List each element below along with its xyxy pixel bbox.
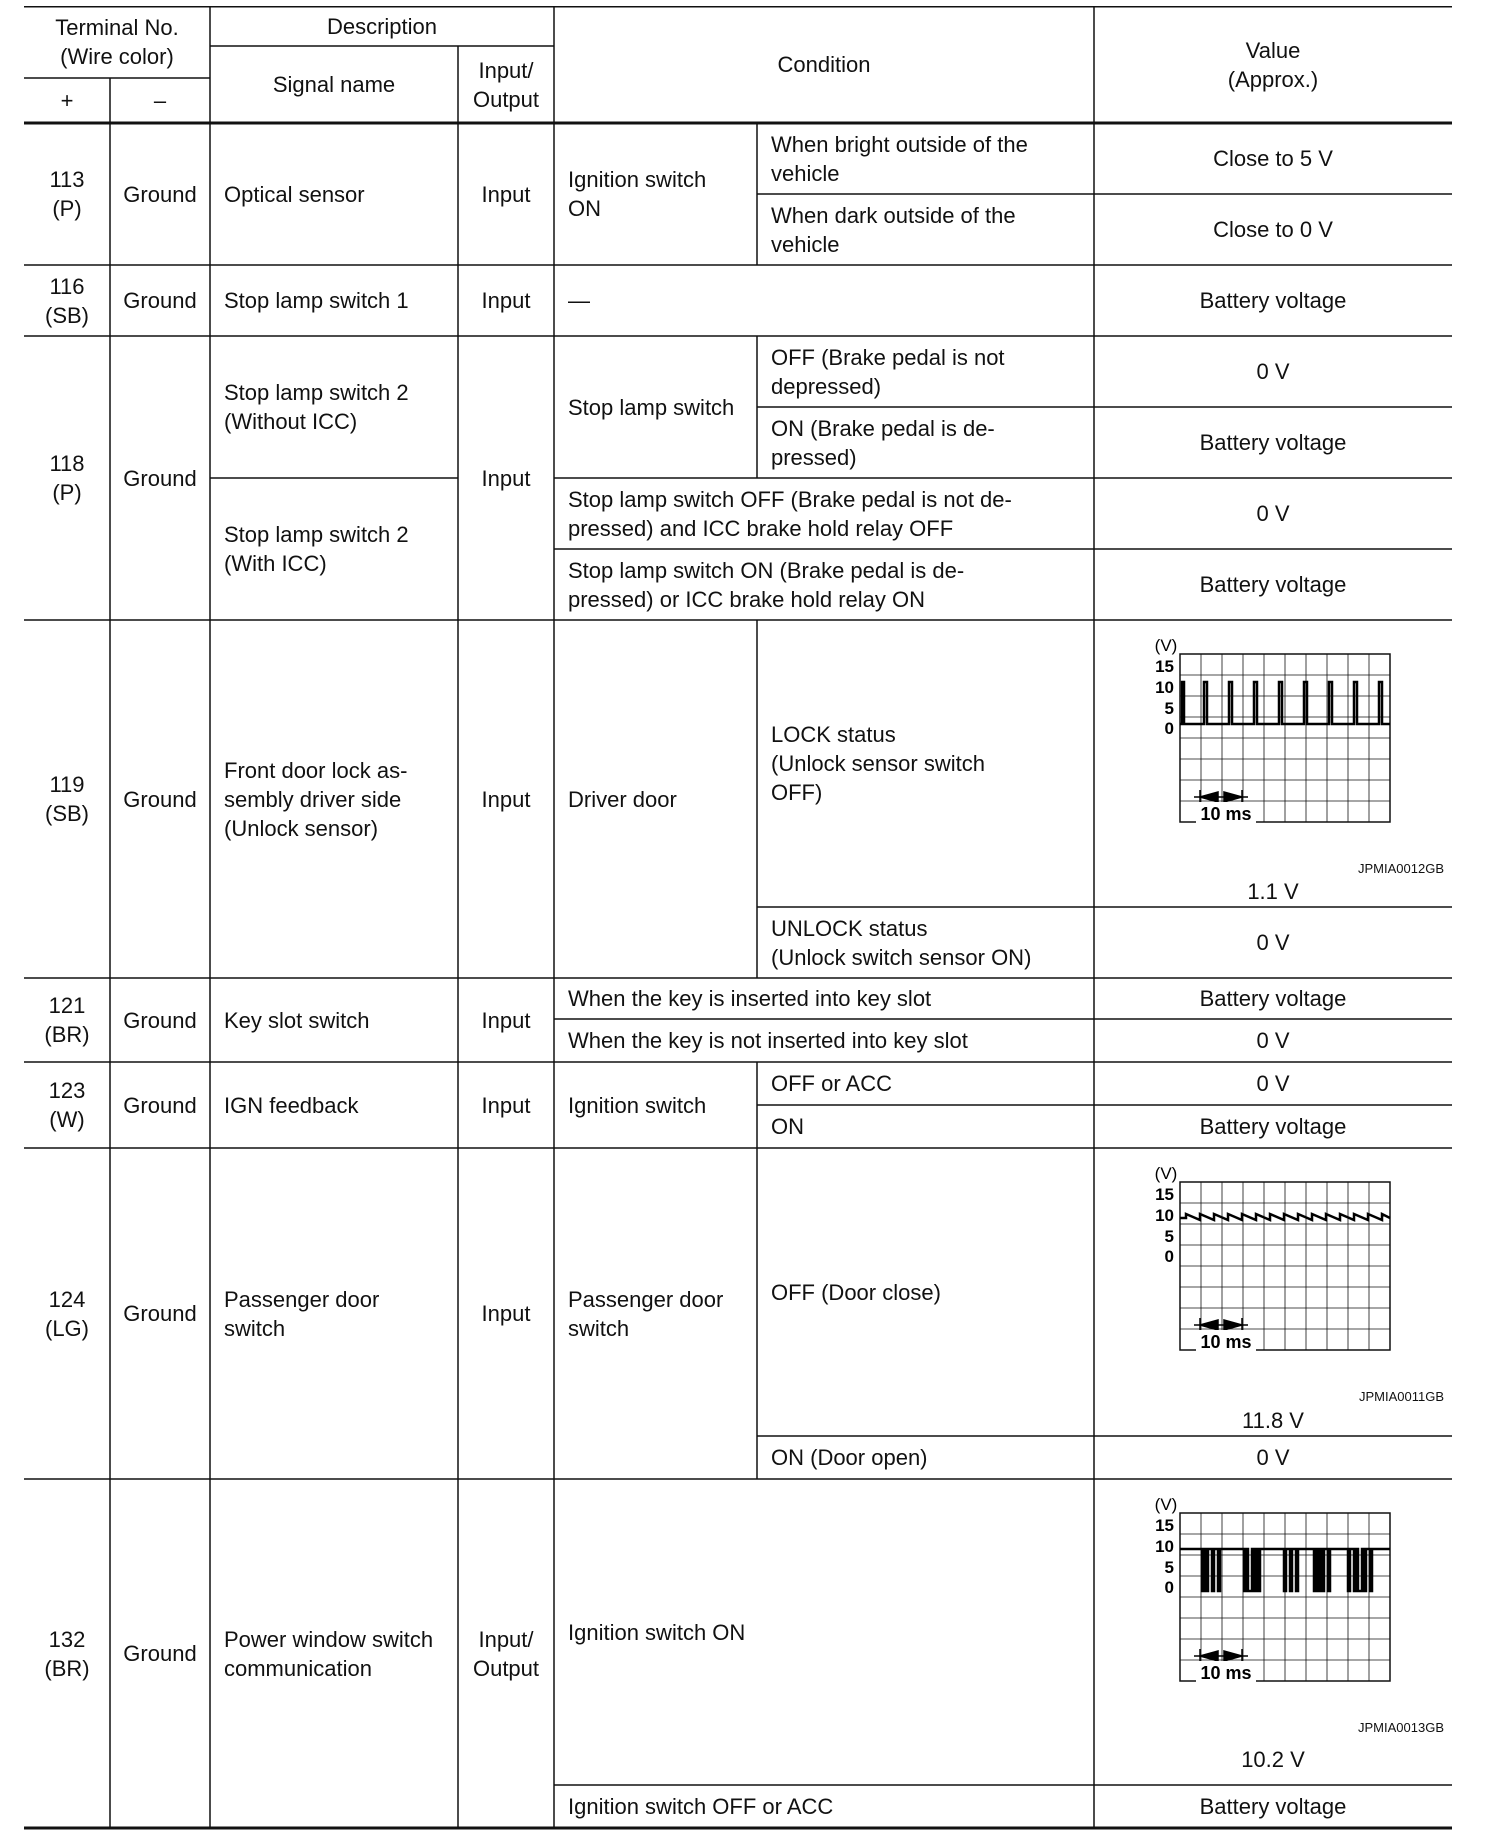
fig-id-119: JPMIA0012GB xyxy=(1358,861,1444,876)
val-118-icc-off: 0 V xyxy=(1256,501,1290,526)
val-132-off: Battery voltage xyxy=(1199,1794,1347,1819)
ground-121: Ground xyxy=(123,1007,197,1033)
fig-id-132: JPMIA0013GB xyxy=(1358,1720,1444,1735)
signal-124: Passenger door switch xyxy=(224,1286,380,1341)
ground-132: Ground xyxy=(123,1641,197,1666)
fig-id-124: JPMIA0011GB xyxy=(1358,1389,1444,1404)
terminal-132: 132 (BR) xyxy=(44,1626,90,1681)
header-minus: – xyxy=(153,88,167,113)
val-132-on: 10.2 V xyxy=(1241,1746,1305,1772)
waveform-y5: 5 xyxy=(1164,1558,1174,1577)
val-119-lock: 1.1 V xyxy=(1247,879,1299,904)
signal-119: Front door lock as- sembly driver side (Unlock sensor) xyxy=(224,757,408,841)
waveform-unit: (V) xyxy=(1154,636,1178,655)
ground-123: Ground xyxy=(123,1092,197,1118)
waveform-time-label: 10 ms xyxy=(1200,804,1252,824)
cond-118: Stop lamp switch xyxy=(568,394,735,420)
waveform-unit: (V) xyxy=(1154,1495,1178,1514)
cond-132-on: Ignition switch ON xyxy=(568,1619,746,1645)
val-124-open: 0 V xyxy=(1256,1445,1290,1470)
sub-113-dark: When dark outside of the vehicle xyxy=(771,202,1016,257)
val-113-bright: Close to 5 V xyxy=(1213,146,1333,171)
signal-116: Stop lamp switch 1 xyxy=(224,288,409,313)
io-124: Input xyxy=(481,1301,531,1326)
cond-124: Passenger door switch xyxy=(568,1286,724,1341)
sub-123-off: OFF or ACC xyxy=(771,1071,893,1096)
waveform-y10: 10 xyxy=(1155,1537,1174,1556)
io-116: Input xyxy=(481,288,531,313)
val-113-dark: Close to 0 V xyxy=(1213,217,1333,242)
val-123-on: Battery voltage xyxy=(1199,1114,1347,1139)
terminal-116: 116 (SB) xyxy=(45,273,89,328)
cond-121-not-inserted: When the key is not inserted into key slot xyxy=(568,1028,968,1053)
terminal-119: 119 (SB) xyxy=(45,772,89,826)
sub-123-on: ON xyxy=(771,1114,804,1139)
sub-124-close: OFF (Door close) xyxy=(771,1279,941,1305)
header-io: Input/ Output xyxy=(472,57,540,112)
header-terminal: Terminal No. (Wire color) xyxy=(55,15,179,69)
waveform-y15: 15 xyxy=(1155,657,1174,676)
terminal-123: 123 (W) xyxy=(48,1078,86,1132)
cond-119: Driver door xyxy=(568,786,677,812)
waveform-y5: 5 xyxy=(1164,1227,1174,1246)
waveform-y15: 15 xyxy=(1155,1516,1174,1535)
cond-118-icc-off: Stop lamp switch OFF (Brake pedal is not de- pressed) and ICC brake hold relay OFF xyxy=(568,486,1012,541)
terminal-124: 124 (LG) xyxy=(45,1286,89,1341)
val-118-off: 0 V xyxy=(1256,359,1290,384)
io-121: Input xyxy=(481,1007,531,1033)
waveform-124 xyxy=(1114,1160,1434,1390)
ground-119: Ground xyxy=(123,786,197,812)
cond-123: Ignition switch xyxy=(568,1092,707,1118)
signal-121: Key slot switch xyxy=(224,1007,370,1033)
time-scale-marker xyxy=(1194,1649,1248,1663)
ground-118: Ground xyxy=(123,465,197,491)
sub-124-open: ON (Door open) xyxy=(771,1445,928,1470)
signal-118-with-icc: Stop lamp switch 2 (With ICC) xyxy=(224,522,409,576)
waveform-trace xyxy=(1180,1549,1390,1591)
val-123-off: 0 V xyxy=(1256,1071,1290,1096)
cond-118-icc-on: Stop lamp switch ON (Brake pedal is de- pressed) or ICC brake hold relay ON xyxy=(568,557,965,612)
val-124-close: 11.8 V xyxy=(1242,1407,1304,1433)
val-119-unlock: 0 V xyxy=(1256,930,1290,955)
sub-119-lock: LOCK status (Unlock sensor switch OFF) xyxy=(771,722,985,805)
signal-132: Power window switch communication xyxy=(224,1626,434,1681)
sub-113-bright: When bright outside of the vehicle xyxy=(771,131,1028,186)
terminal-table xyxy=(24,6,1452,1836)
terminal-113: 113 (P) xyxy=(49,167,85,221)
waveform-119 xyxy=(1114,632,1434,862)
io-118: Input xyxy=(481,465,531,491)
waveform-y10: 10 xyxy=(1155,678,1174,697)
val-121-not-inserted: 0 V xyxy=(1256,1028,1290,1053)
val-121-inserted: Battery voltage xyxy=(1199,986,1347,1011)
cond-121-inserted: When the key is inserted into key slot xyxy=(568,986,932,1011)
waveform-y0: 0 xyxy=(1164,1247,1174,1266)
signal-113: Optical sensor xyxy=(224,181,365,207)
waveform-trace xyxy=(1180,1214,1390,1220)
waveform-unit: (V) xyxy=(1154,1164,1178,1183)
header-value: Value (Approx.) xyxy=(1227,37,1319,92)
waveform-y5: 5 xyxy=(1164,699,1174,718)
waveform-132 xyxy=(1114,1491,1434,1721)
ground-124: Ground xyxy=(123,1301,197,1326)
io-132: Input/ Output xyxy=(472,1626,540,1681)
cond-113: Ignition switch ON xyxy=(568,167,707,221)
header-signal-name: Signal name xyxy=(272,72,396,97)
val-116: Battery voltage xyxy=(1199,288,1347,313)
val-118-icc-on: Battery voltage xyxy=(1199,572,1347,597)
waveform-y0: 0 xyxy=(1164,719,1174,738)
header-condition: Condition xyxy=(777,52,871,77)
io-113: Input xyxy=(481,181,531,207)
signal-123: IGN feedback xyxy=(224,1092,359,1118)
waveform-time-label: 10 ms xyxy=(1200,1332,1252,1352)
sub-118-on: ON (Brake pedal is de- pressed) xyxy=(771,415,995,470)
sub-119-unlock: UNLOCK status (Unlock switch sensor ON) xyxy=(771,915,1032,970)
io-123: Input xyxy=(481,1092,531,1118)
waveform-time-label: 10 ms xyxy=(1200,1663,1252,1683)
sub-118-off: OFF (Brake pedal is not depressed) xyxy=(771,344,1005,399)
waveform-y15: 15 xyxy=(1155,1185,1174,1204)
ground-113: Ground xyxy=(123,181,197,207)
cond-132-off: Ignition switch OFF or ACC xyxy=(568,1794,834,1819)
waveform-y0: 0 xyxy=(1164,1578,1174,1597)
terminal-121: 121 (BR) xyxy=(44,993,90,1047)
header-plus: + xyxy=(60,88,74,113)
waveform-y10: 10 xyxy=(1155,1206,1174,1225)
terminal-118: 118 (P) xyxy=(49,451,85,505)
ground-116: Ground xyxy=(123,288,197,313)
cond-116: — xyxy=(568,288,590,313)
header-description: Description xyxy=(326,13,438,39)
val-118-on: Battery voltage xyxy=(1199,430,1347,455)
time-scale-marker xyxy=(1194,1318,1248,1332)
signal-118-without-icc: Stop lamp switch 2 (Without ICC) xyxy=(224,380,409,434)
io-119: Input xyxy=(481,786,531,812)
time-scale-marker xyxy=(1194,790,1248,804)
